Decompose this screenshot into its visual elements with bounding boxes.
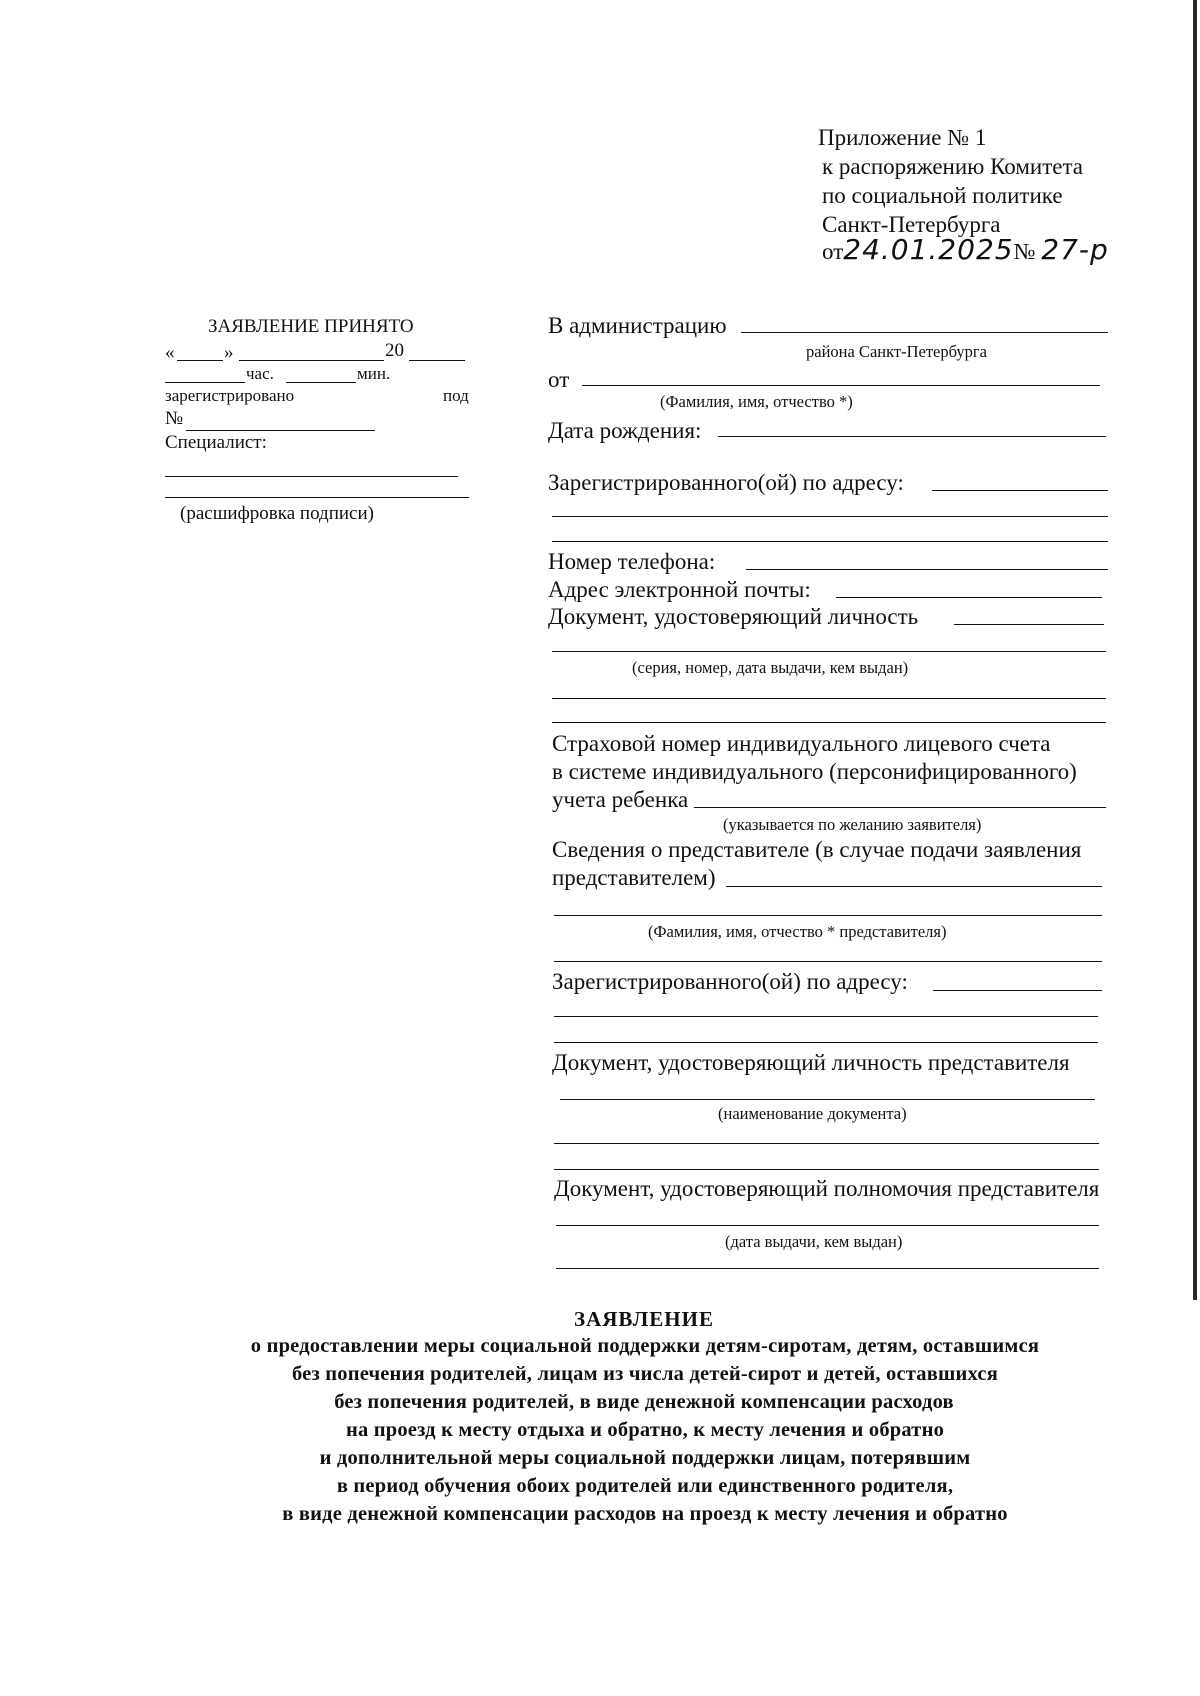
signature-decode-field[interactable] [165,497,469,498]
rep-identity-field-3[interactable] [554,1169,1099,1170]
birth-date-field[interactable] [718,436,1106,437]
identity-doc-label: Документ, удостоверяющий личность [548,604,919,629]
rep-fio-hint: (Фамилия, имя, отчество * представителя) [648,922,947,941]
received-title: ЗАЯВЛЕНИЕ ПРИНЯТО [208,316,414,337]
statement-line-1: о предоставлении меры социальной поддержки детям-сиротам, детям, оставшимся [250,1335,1040,1357]
administration-field[interactable] [741,332,1108,333]
year-prefix: 20 [385,340,404,361]
rep-address-field-1[interactable] [933,990,1102,991]
rep-address-field-3[interactable] [554,1042,1098,1043]
appendix-line-4: Санкт-Петербурга [822,212,1001,237]
rep-identity-label: Документ, удостоверяющий личность представителя [552,1050,1070,1075]
rep-authority-field-2[interactable] [556,1268,1099,1269]
handwritten-date: 24.01.2025 [843,233,1014,266]
handwritten-number: 27-р [1041,233,1109,266]
reg-number-label: № [165,408,184,429]
applicant-fio-field[interactable] [582,385,1100,386]
date-prefix: от [822,239,844,264]
statement-line-3: без попечения родителей, в виде денежной компенсации расходов [334,1391,954,1413]
snils-line-1: Страховой номер индивидуального лицевого счета [552,731,1051,756]
phone-label: Номер телефона: [548,549,716,574]
identity-hint: (серия, номер, дата выдачи, кем выдан) [632,658,909,677]
hours-label: час. [246,364,274,383]
snils-last-label: учета ребенка [552,787,689,812]
rep-authority-hint: (дата выдачи, кем выдан) [725,1232,903,1251]
appendix-line-1: Приложение № 1 [818,125,987,150]
quote-open: « [165,342,175,363]
rep-authority-field-1[interactable] [556,1225,1099,1226]
specialist-signature-field[interactable] [165,476,458,477]
rep-identity-field-1[interactable] [560,1099,1095,1100]
snils-hint: (указывается по желанию заявителя) [723,815,982,834]
year-field[interactable] [409,360,465,361]
identity-doc-field-1[interactable] [954,624,1104,625]
rep-info-line-2: представителем) [552,865,716,890]
month-field[interactable] [239,360,384,361]
rep-identity-field-2[interactable] [554,1143,1099,1144]
quote-close: » [224,342,234,363]
statement-line-6: в период обучения обоих родителей или единственного родителя, [336,1475,954,1497]
snils-field[interactable] [694,807,1106,808]
identity-doc-field-2[interactable] [552,651,1106,652]
scan-edge-mark [1193,0,1197,1300]
specialist-label: Специалист: [165,432,267,453]
snils-line-2: в системе индивидуального (персонифицированного) [552,759,1077,784]
administration-label: В администрацию [548,313,727,338]
address-label: Зарегистрированного(ой) по адресу: [548,470,904,495]
statement-heading: ЗАЯВЛЕНИЕ [574,1307,714,1331]
rep-info-line-1: Сведения о представителе (в случае подачи заявления [552,837,1082,862]
day-field[interactable] [177,360,223,361]
rep-info-field-1[interactable] [726,886,1102,887]
reg-number-field[interactable] [186,430,375,431]
registered-label: зарегистрировано [165,386,295,405]
statement-line-7: в виде денежной компенсации расходов на проезд к месту лечения и обратно [282,1503,1008,1525]
appendix-date-line [822,233,1109,266]
email-field[interactable] [836,597,1102,598]
identity-doc-field-4[interactable] [552,722,1106,723]
statement-line-4: на проезд к месту отдыха и обратно, к месту лечения и обратно [345,1419,945,1441]
minutes-field[interactable] [286,382,356,383]
rep-info-field-2[interactable] [554,915,1102,916]
rep-address-label: Зарегистрированного(ой) по адресу: [552,969,908,994]
hours-field[interactable] [165,382,245,383]
address-field-2[interactable] [552,516,1108,517]
district-hint: района Санкт-Петербурга [806,342,987,361]
birth-date-label: Дата рождения: [548,418,702,443]
email-label: Адрес электронной почты: [548,577,811,602]
under-label: под [443,386,469,405]
identity-doc-field-3[interactable] [552,698,1106,699]
address-field-3[interactable] [552,541,1108,542]
rep-fio-field[interactable] [554,961,1102,962]
phone-field[interactable] [746,569,1108,570]
rep-authority-label: Документ, удостоверяющий полномочия представителя [554,1176,1100,1201]
statement-line-5: и дополнительной меры социальной поддержки лицам, потерявшим [319,1447,971,1469]
appendix-line-3: по социальной политике [822,183,1063,208]
signature-hint: (расшифровка подписи) [180,503,374,524]
appendix-line-2: к распоряжению Комитета [822,154,1083,179]
statement-line-2: без попечения родителей, лицам из числа детей-сирот и детей, оставшихся [291,1363,998,1385]
from-label: от [548,367,570,392]
rep-doc-name-hint: (наименование документа) [718,1104,907,1123]
minutes-label: мин. [357,364,391,383]
address-field-1[interactable] [932,490,1108,491]
number-prefix: № [1013,239,1036,264]
fio-hint: (Фамилия, имя, отчество *) [660,392,853,411]
rep-address-field-2[interactable] [554,1016,1098,1017]
